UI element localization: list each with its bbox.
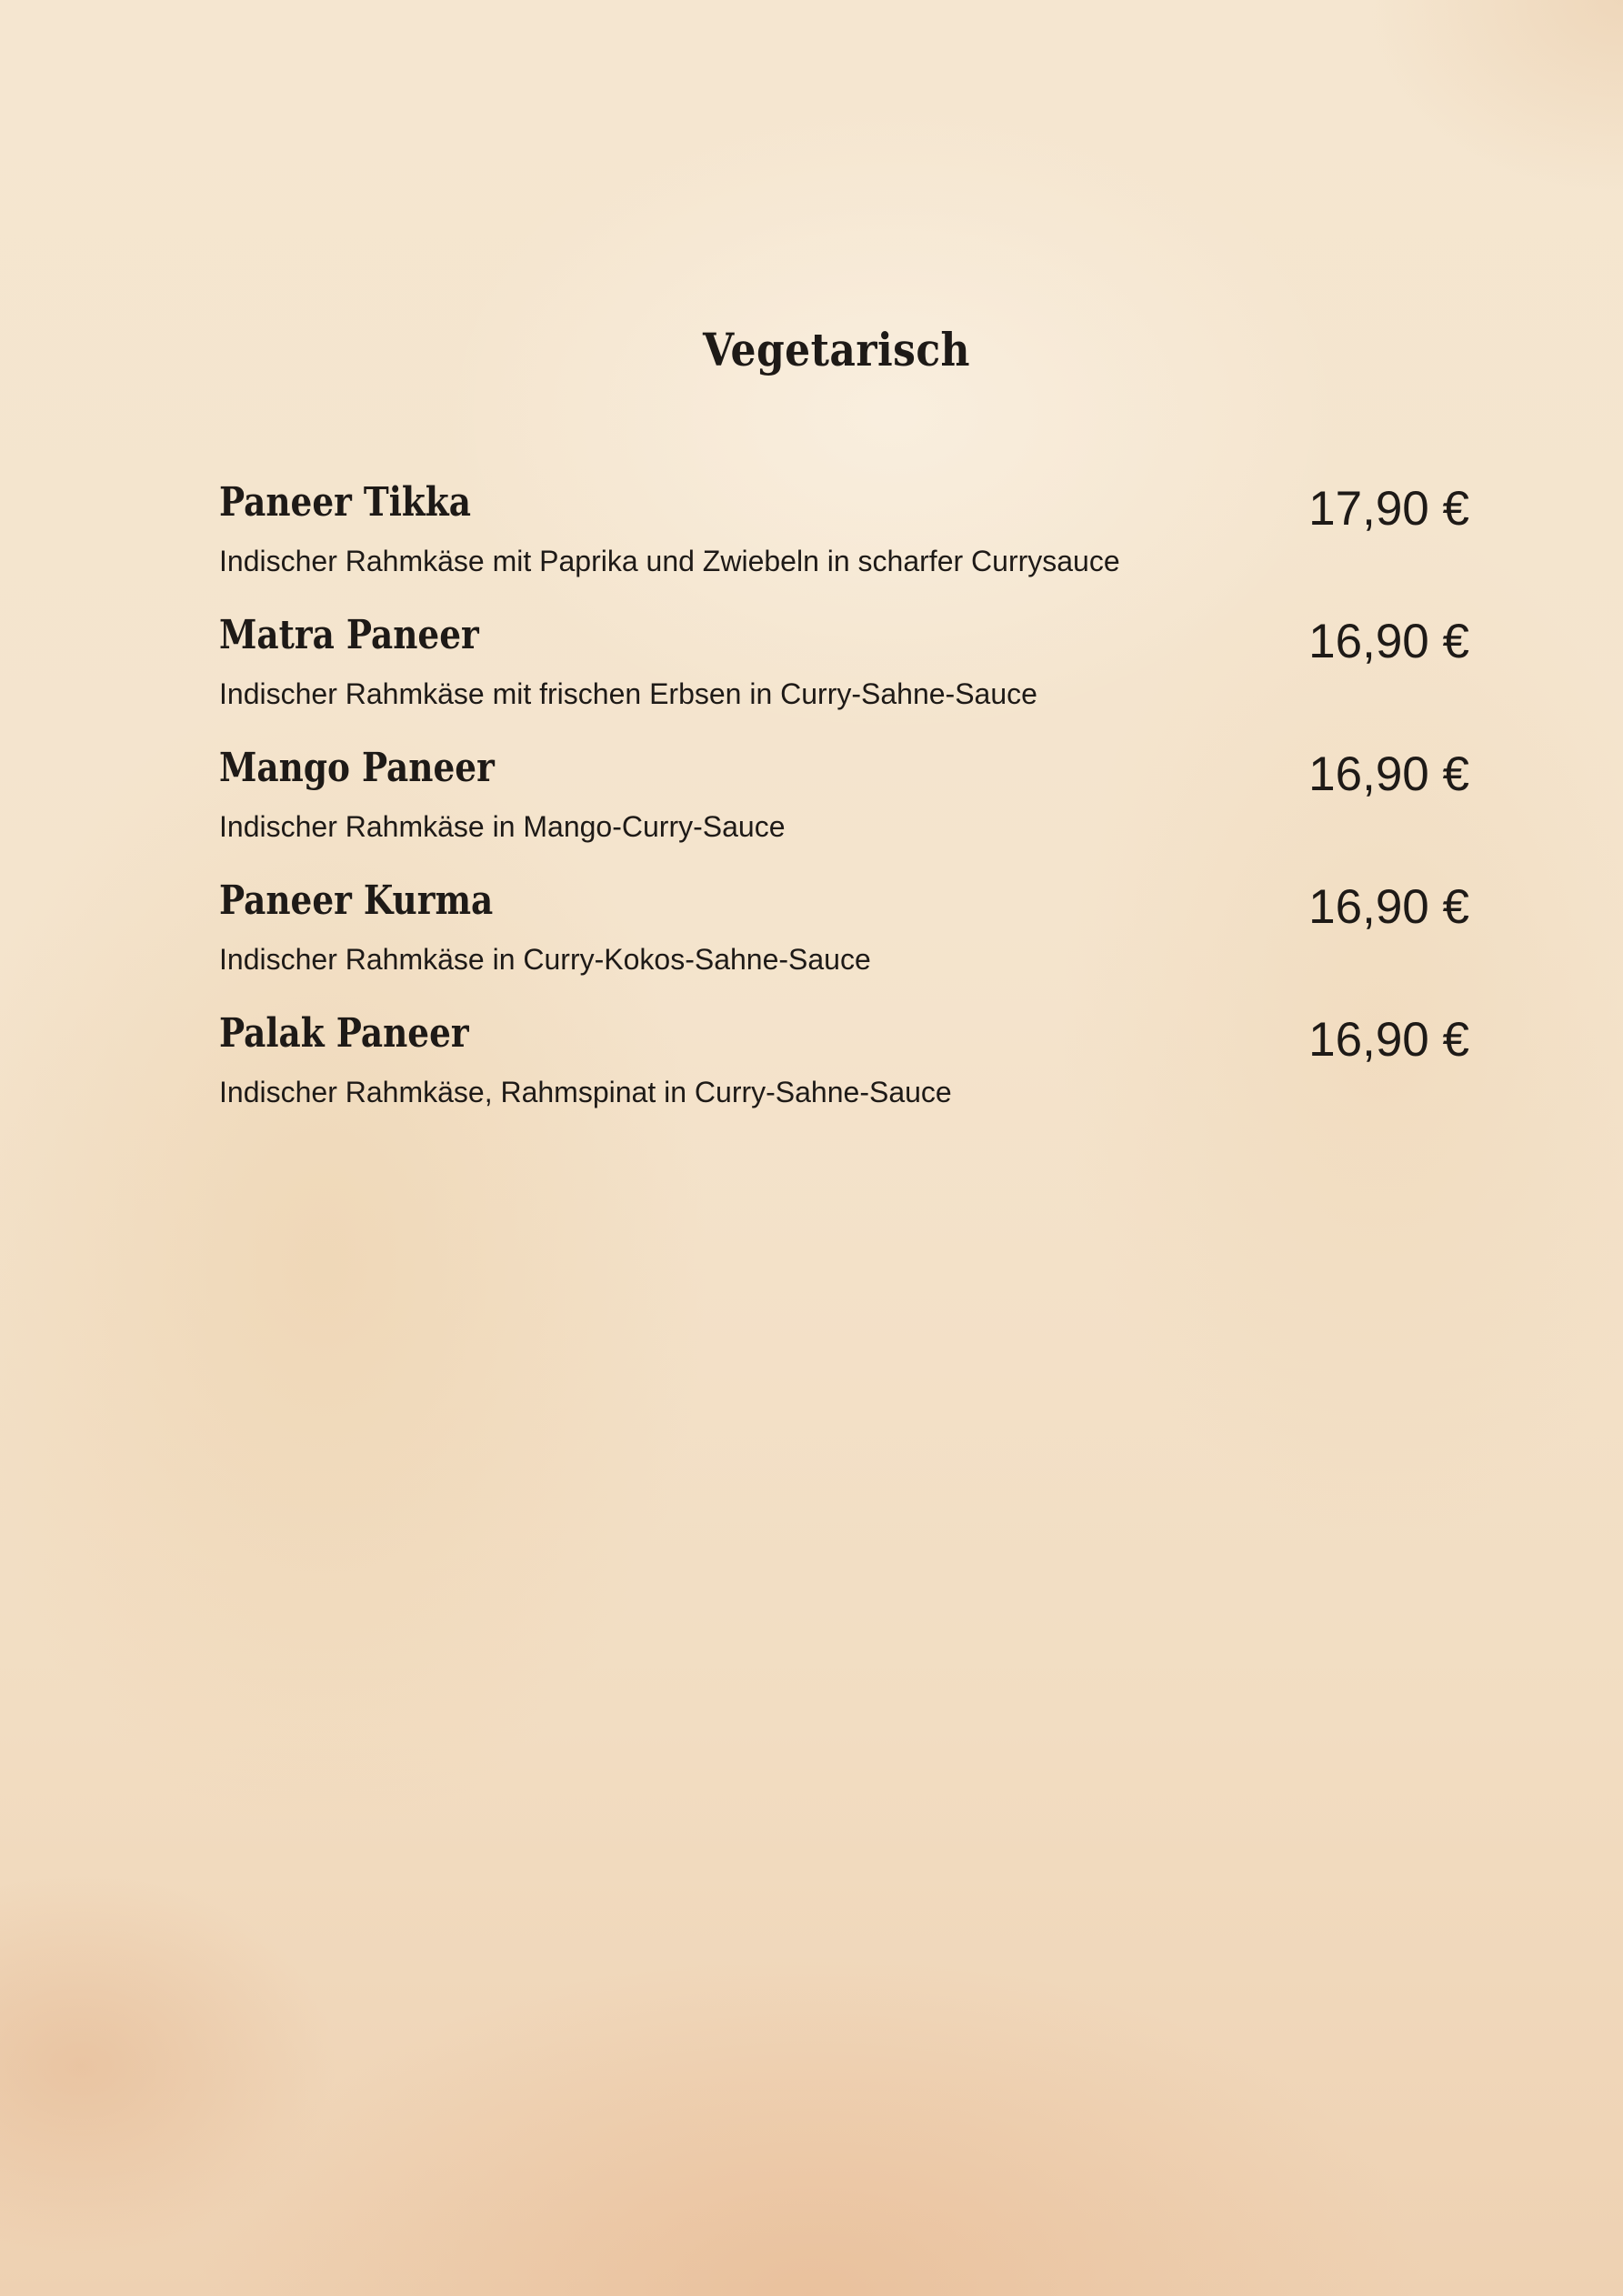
menu-item: [219, 479, 1469, 607]
item-price: 16,90 €: [1308, 880, 1469, 934]
item-description: Indischer Rahmkäse mit Paprika und Zwiebeln in scharfer Currysauce: [219, 545, 1120, 577]
menu-item: [219, 612, 1469, 739]
item-price: 16,90 €: [1308, 615, 1469, 668]
item-description: Indischer Rahmkäse, Rahmspinat in Curry-Sahne-Sauce: [219, 1076, 952, 1108]
item-name: Palak Paneer: [219, 1010, 469, 1057]
menu-item: [219, 745, 1469, 872]
item-price: 16,90 €: [1308, 747, 1469, 801]
item-description: Indischer Rahmkäse mit frischen Erbsen in Curry-Sahne-Sauce: [219, 677, 1037, 710]
item-name: Matra Paneer: [219, 612, 479, 658]
item-price: 17,90 €: [1308, 482, 1469, 536]
menu-item: [219, 877, 1469, 1005]
item-name: Mango Paneer: [219, 745, 495, 791]
item-name: Paneer Tikka: [219, 479, 471, 526]
item-price: 16,90 €: [1308, 1013, 1469, 1067]
section-title: Vegetarisch: [702, 323, 970, 376]
menu-item: [219, 1010, 1469, 1138]
item-description: Indischer Rahmkäse in Mango-Curry-Sauce: [219, 810, 786, 843]
item-description: Indischer Rahmkäse in Curry-Kokos-Sahne-Sauce: [219, 943, 871, 976]
item-name: Paneer Kurma: [219, 877, 494, 924]
